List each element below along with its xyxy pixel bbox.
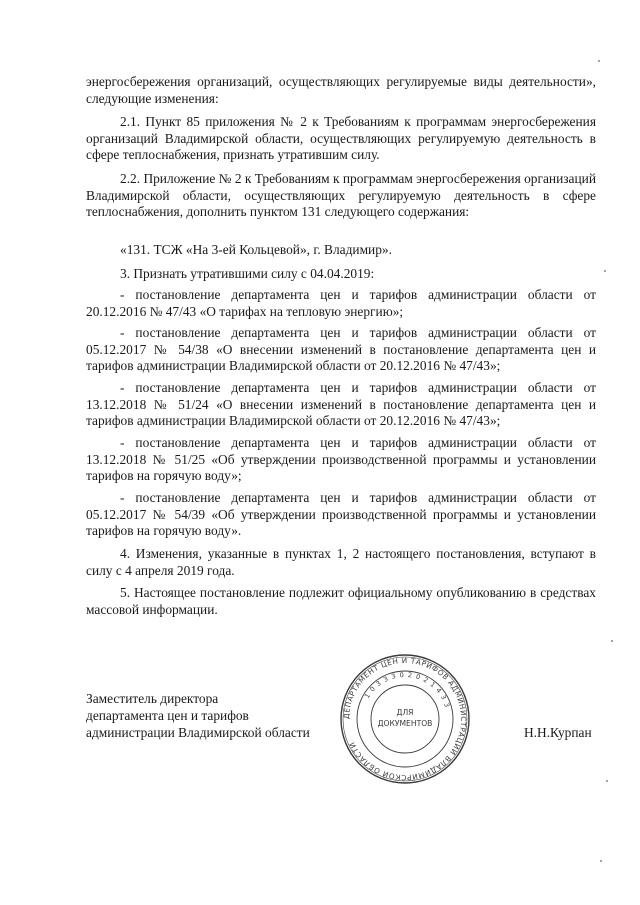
paragraph-2-2: 2.2. Приложение № 2 к Требованиям к программам энергосбережения организаций Владимирской области, осуществляющих регулируемую деятельность в сфере теплоснабжения, дополнить пунктом 131 следующего содержания: [86,171,596,220]
stamp-inner-line-2: ДОКУМЕНТОВ [377,719,433,728]
paragraph-5: 5. Настоящее постановление подлежит официальному опубликованию в средствах массовой информации. [86,585,596,617]
stamp-ring-digits: 1 0 3 3 3 0 2 0 2 1 4 3 3 [363,670,452,709]
stamp-ring-text: ДЕПАРТАМЕНТ ЦЕН И ТАРИФОВ АДМИНИСТРАЦИИ ВЛАДИМИРСКОЙ ОБЛАСТИ [341,655,469,783]
official-stamp [338,652,472,786]
position-line-2: департамента цен и тарифов [86,708,249,723]
scan-speck [611,640,613,642]
paragraph-4: 4. Изменения, указанные в пунктах 1, 2 настоящего постановления, вступают в силу с 4 апреля 2019 года. [86,546,596,578]
signatory-position [86,690,346,741]
stamp-seal-icon [338,652,472,786]
scan-speck [606,780,608,782]
stamp-inner-line-1: ДЛЯ [396,708,414,717]
paragraph-repeal-1: - постановление департамента цен и тарифов администрации области от 20.12.2016 № 47/43 «О тарифах на тепловую энергию»; [86,287,596,319]
paragraph-2-1: 2.1. Пункт 85 приложения № 2 к Требованиям к программам энергосбережения организаций Владимирской области, осуществляющих регулируемую деятельность в сфере теплоснабжения, признать утратившим силу. [86,114,596,163]
position-line-1: Заместитель директора [86,691,219,706]
scan-speck [604,270,606,272]
paragraph-repeal-2: - постановление департамента цен и тарифов администрации области от 05.12.2017 № 54/38 «О внесении изменений в постановление департамента цен и тарифов администрации Владимирской области от 20.12.2016 № 47/43»; [86,325,596,374]
scan-speck [600,860,602,862]
paragraph-item-131: «131. ТСЖ «На 3-ей Кольцевой», г. Владимир». [120,242,392,257]
position-line-3: администрации Владимирской области [86,725,310,740]
svg-text:1 0 3 3 3 0 2 0 2 1 4 3 3 [363,671,451,709]
paragraph-3: 3. Признать утратившими силу с 04.04.2019: [120,266,375,281]
scan-speck [598,60,600,62]
paragraph-repeal-3: - постановление департамента цен и тарифов администрации области от 13.12.2018 № 51/24 «О внесении изменений в постановление департамента цен и тарифов администрации Владимирской области от 20.12.2016 № 47/43»; [86,380,596,429]
signatory-name: Н.Н.Курпан [524,725,592,740]
paragraph-repeal-4: - постановление департамента цен и тарифов администрации области от 13.12.2018 № 51/25 «Об утверждении производственной программы и установлении тарифов на горячую воду»; [86,435,596,484]
paragraph-intro-continuation: энергосбережения организаций, осуществляющих регулируемые виды деятельности», следующие изменения: [86,74,596,106]
paragraph-repeal-5: - постановление департамента цен и тарифов администрации области от 05.12.2017 № 54/39 «Об утверждении производственной программы и установлении тарифов на горячую воду». [86,490,596,539]
